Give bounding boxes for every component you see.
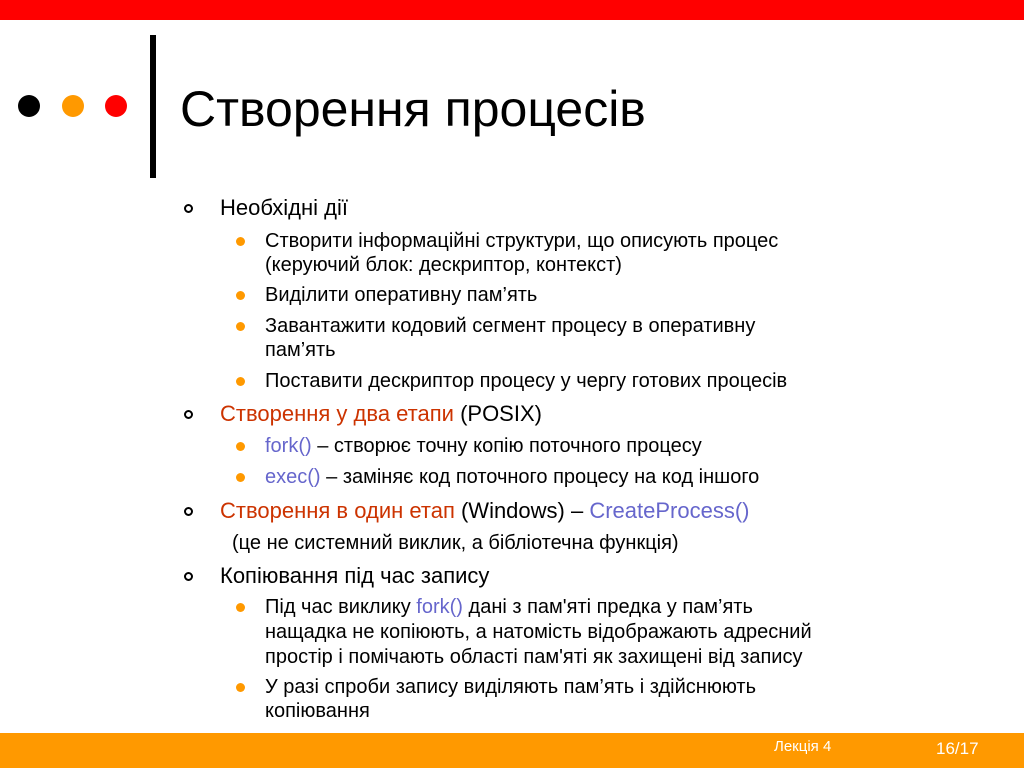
orange-dot-bullet-icon <box>236 322 245 331</box>
note-text: (це не системний виклик, а бібліотечна функція) <box>232 532 679 554</box>
item-text: – заміняє код поточного процесу на код іншого <box>320 466 760 488</box>
list-item-line: (керуючий блок: дескриптор, контекст) <box>265 254 622 276</box>
section-heading-two-stage <box>220 401 542 427</box>
orange-dot-bullet-icon <box>236 473 245 482</box>
heading-text: (Windows) – <box>454 498 590 523</box>
list-item-line: простір і помічають області пам'яті як захищені від запису <box>265 646 803 668</box>
orange-dot-bullet-icon <box>236 603 245 612</box>
orange-dot-bullet-icon <box>236 377 245 386</box>
item-text: Під час виклику <box>265 596 417 618</box>
code-text: CreateProcess() <box>589 498 750 523</box>
code-text: fork() <box>416 596 463 618</box>
list-item-line: У разі спроби запису виділяють пам’ять і здійснюють <box>265 676 756 698</box>
list-item-line: копіювання <box>265 700 370 722</box>
list-item-line: Створити інформаційні структури, що описують процес <box>265 230 779 252</box>
item-text: – створює точну копію поточного процесу <box>311 435 702 457</box>
list-item-fork <box>265 434 702 458</box>
list-item-line <box>265 595 753 619</box>
hollow-ring-bullet-icon <box>184 204 193 213</box>
section-heading-copy-on-write: Копіювання під час запису <box>220 563 490 588</box>
hollow-ring-bullet-icon <box>184 410 193 419</box>
hollow-ring-bullet-icon <box>184 572 193 581</box>
code-text: fork() <box>265 435 312 457</box>
list-item-line: пам’ять <box>265 339 336 361</box>
list-item-exec <box>265 465 759 489</box>
orange-dot-bullet-icon <box>236 442 245 451</box>
orange-dot-bullet-icon <box>236 291 245 300</box>
heading-emphasis: Створення у два етапи <box>220 401 454 426</box>
slide-title: Створення процесів <box>180 81 646 137</box>
heading-text: (POSIX) <box>453 401 542 426</box>
section-heading-necessary-actions: Необхідні дії <box>220 195 348 220</box>
slide-page-number: 16/17 <box>936 739 979 758</box>
list-item-line: Поставити дескриптор процесу у чергу готових процесів <box>265 370 788 392</box>
item-text: дані з пам'яті предка у пам’ять <box>462 596 753 618</box>
bottom-orange-bar <box>0 733 1024 768</box>
section-heading-one-stage <box>220 498 750 524</box>
orange-dot-bullet-icon <box>236 237 245 246</box>
footer-lecture-label: Лекція 4 <box>774 738 832 755</box>
list-item-line: Виділити оперативну пам’ять <box>265 284 538 306</box>
heading-emphasis: Створення в один етап <box>220 498 455 523</box>
code-text: exec() <box>265 466 321 488</box>
hollow-ring-bullet-icon <box>184 507 193 516</box>
list-item-line: Завантажити кодовий сегмент процесу в оперативну <box>265 315 756 337</box>
list-item-line: нащадка не копіюють, а натомість відображають адресний <box>265 621 812 643</box>
orange-dot-bullet-icon <box>236 683 245 692</box>
